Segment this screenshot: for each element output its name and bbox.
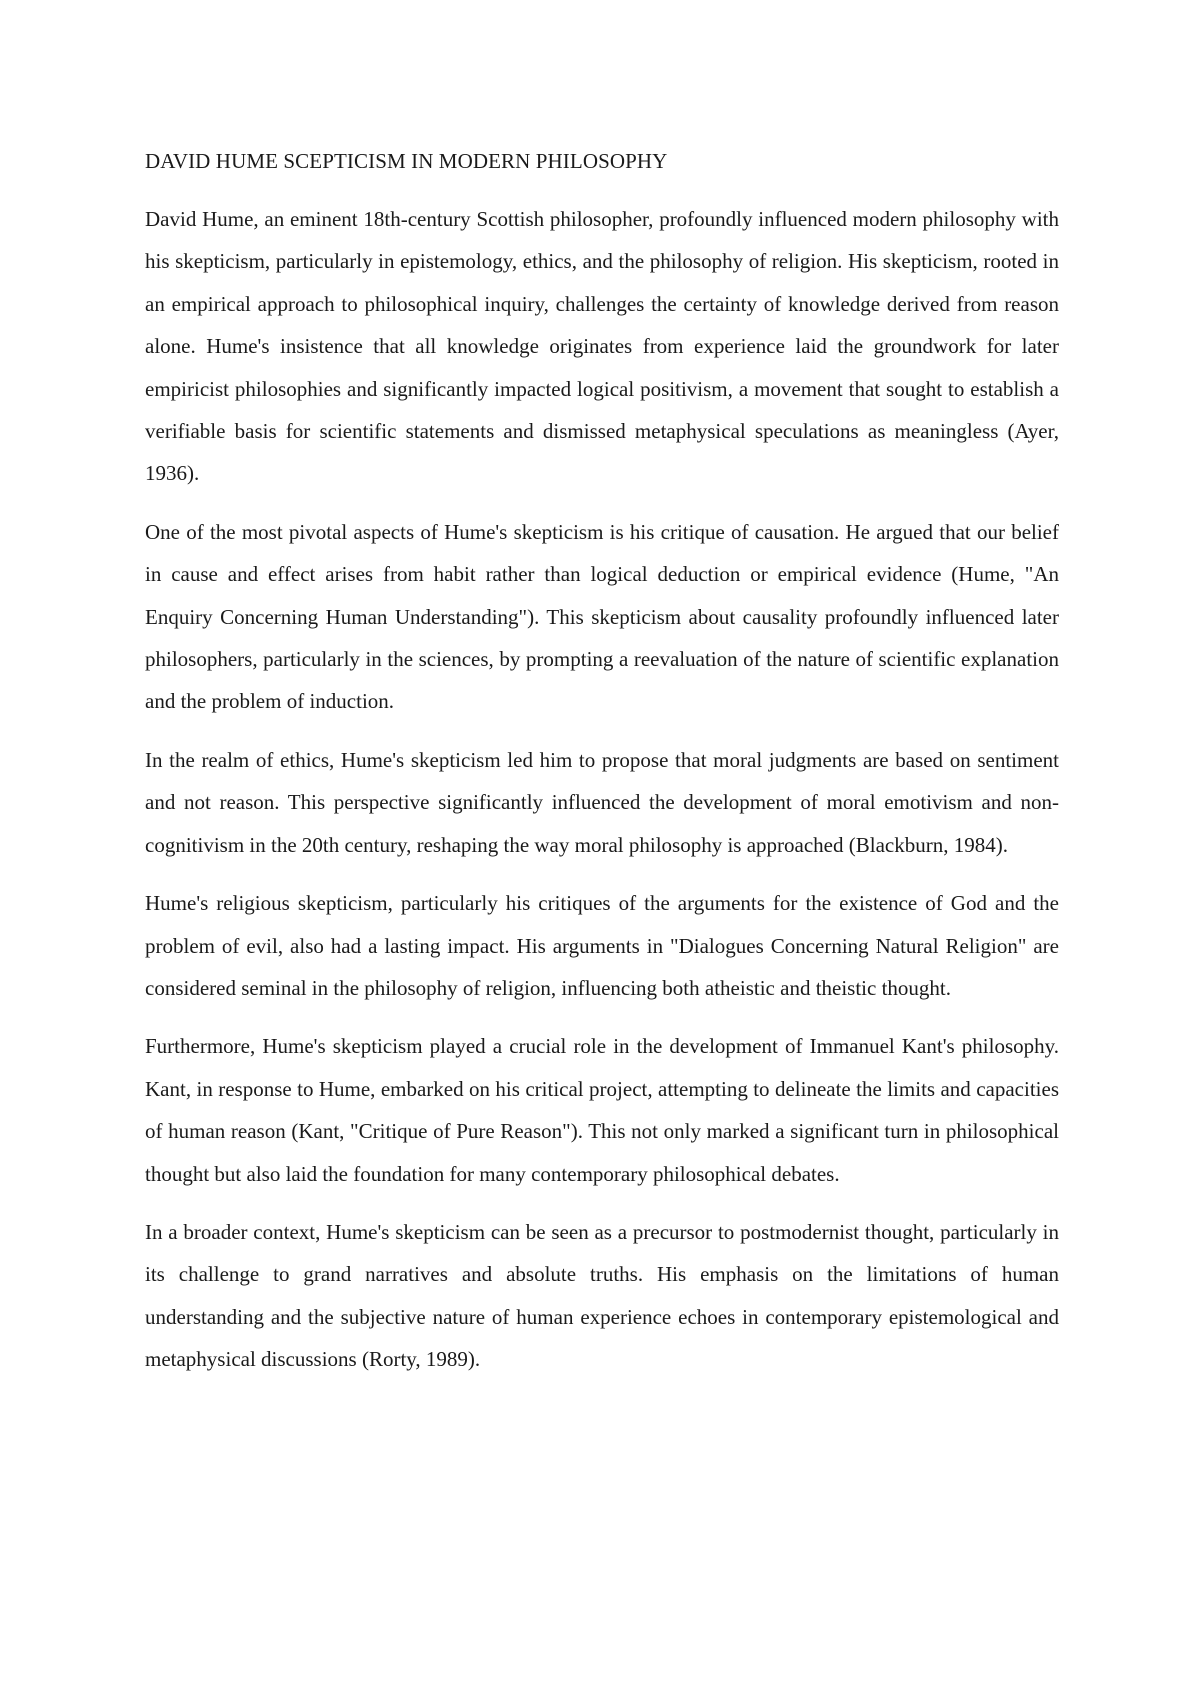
paragraph-religion: Hume's religious skepticism, particularly his critiques of the arguments for the existence of God and the problem of evil, also had a lasting impact. His arguments in "Dialogues Concerning Natural Religion" are considered seminal in the philosophy of religion, influencing both atheistic and theistic thought. [145,891,1059,1000]
paragraph-kant: Furthermore, Hume's skepticism played a crucial role in the development of Immanuel Kant's philosophy. Kant, in response to Hume, embarked on his critical project, attempting to delineate the limits and capacities of human reason (Kant, "Critique of Pure Reason"). This not only marked a significant turn in philosophical thought but also laid the foundation for many contemporary philosophical debates. [145,1034,1059,1186]
paragraph-causation: One of the most pivotal aspects of Hume's skepticism is his critique of causation. He argued that our belief in cause and effect arises from habit rather than logical deduction or empirical evidence (Hume, "An Enquiry Concerning Human Understanding"). This skepticism about causality profoundly influenced later philosophers, particularly in the sciences, by prompting a reevaluation of the nature of scientific explanation and the problem of induction. [145,519,1059,714]
paragraph-postmodernism: In a broader context, Hume's skepticism can be seen as a precursor to postmodernist thought, particularly in its challenge to grand narratives and absolute truths. His emphasis on the limitations of human understanding and the subjective nature of human experience echoes in contemporary epistemological and metaphysical discussions (Rorty, 1989). [145,1219,1059,1372]
document-title: DAVID HUME SCEPTICISM IN MODERN PHILOSOPHY [145,149,668,173]
paragraph-ethics: In the realm of ethics, Hume's skepticism led him to propose that moral judgments are based on sentiment and not reason. This perspective significantly influenced the development of moral emotivism and non-cognitivism in the 20th century, reshaping the way moral philosophy is approached (Blackburn, 1984). [145,747,1059,857]
document-body [145,144,1059,1397]
paragraph-intro: David Hume, an eminent 18th-century Scottish philosopher, profoundly influenced modern philosophy with his skepticism, particularly in epistemology, ethics, and the philosophy of religion. His skepticism, rooted in an empirical approach to philosophical inquiry, challenges the certainty of knowledge derived from reason alone. Hume's insistence that all knowledge originates from experience laid the groundwork for later empiricist philosophies and significantly impacted logical positivism, a movement that sought to establish a verifiable basis for scientific statements and dismissed metaphysical speculations as meaningless (Ayer, 1936). [145,207,1059,486]
